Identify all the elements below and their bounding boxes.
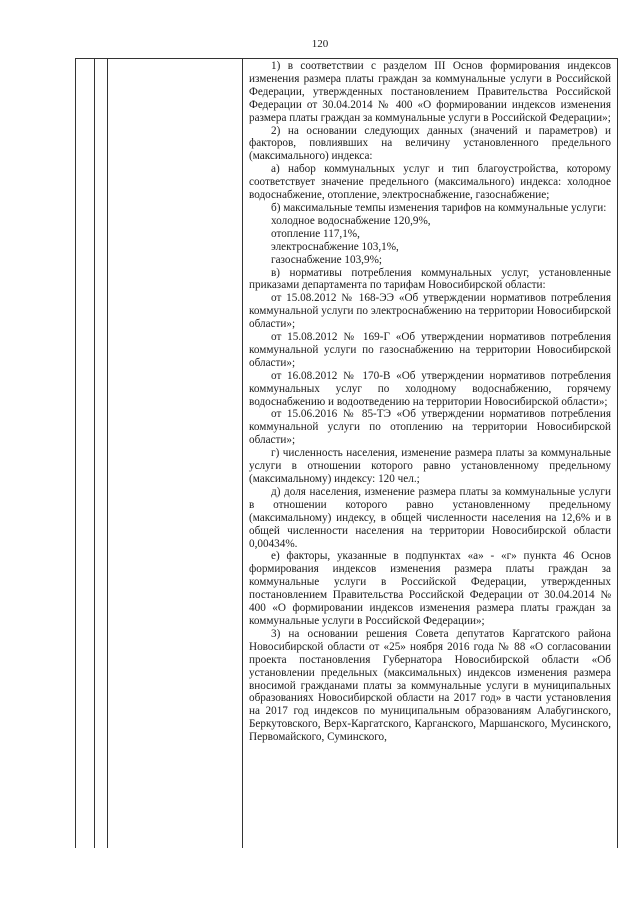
paragraph: а) набор коммунальных услуг и тип благоустройства, которому соответствует значение предельного (максимального) индекса: холодное водоснабжение, отопление, электроснабжение, газоснабжение; — [249, 163, 611, 202]
paragraph: от 16.08.2012 № 170-В «Об утверждении нормативов потребления коммунальных услуг по холодному водоснабжению, горячему водоснабжению и водоотведению на территории Новосибирской области»; — [249, 369, 611, 408]
column-divider — [107, 59, 108, 848]
paragraph: е) факторы, указанные в подпунктах «а» - «г» пункта 46 Основ формирования индексов изменения размера платы граждан за коммунальные услуги в Российской Федерации, утвержденных постановлением Правительства Российской Федерации от 30.04.2014 № 400 «О формировании индексов изменения размера платы граждан за коммунальные услуги в Российской Федерации»; — [249, 550, 611, 627]
paragraph: 3) на основании решения Совета депутатов Каргатского района Новосибирской области от «25» ноября 2016 года № 88 «О согласовании проекта постановления Губернатора Новосибирской области «Об установлении предельных (максимальных) индексов изменения размера вносимой гражданами платы за коммунальные услуги в муниципальных образованиях Новосибирской области на 2017 год» в части установления на 2017 год индексов по муниципальным образованиям Алабугинского, Беркутовского, Верх-Каргатского, Карганского, Маршанского, Мусинского, Первомайского, Суминского, — [249, 627, 611, 744]
document-table — [75, 58, 618, 848]
document-text-cell — [243, 59, 617, 744]
page-number: 120 — [311, 38, 329, 50]
paragraph: г) численность населения, изменение размера платы за коммунальные услуги в отношении которого равно установленному предельному (максимальному) индексу: 120 чел.; — [249, 447, 611, 485]
paragraph: от 15.06.2016 № 85-ТЭ «Об утверждении нормативов потребления коммунальной услуги по отоплению на территории Новосибирской области»; — [249, 408, 611, 447]
paragraph: газоснабжение 103,9%; — [271, 253, 382, 266]
paragraph: отопление 117,1%, — [271, 227, 360, 240]
paragraph: от 15.08.2012 № 169-Г «Об утверждении нормативов потребления коммунальной услуги по газоснабжению на территории Новосибирской области»; — [249, 331, 611, 369]
paragraph: д) доля населения, изменение размера платы за коммунальные услуги в отношении которого равно установленному предельному (максимальному) индексу, в общей численности населения на 12,6% и в общей численности населения на территории Новосибирской области 0,00434%. — [249, 485, 611, 550]
paragraph: холодное водоснабжение 120,9%, — [271, 214, 431, 227]
column-divider — [94, 59, 95, 848]
paragraph: 2) на основании следующих данных (значений и параметров) и факторов, повлиявших на величину установленного предельного (максимального) индекса: — [249, 124, 611, 163]
paragraph: электроснабжение 103,1%, — [271, 240, 399, 253]
paragraph: б) максимальные темпы изменения тарифов на коммунальные услуги: — [271, 201, 607, 214]
paragraph: в) нормативы потребления коммунальных услуг, установленные приказами департамента по тарифам Новосибирской области: — [249, 266, 611, 292]
paragraph: 1) в соответствии с разделом III Основ формирования индексов изменения размера платы граждан за коммунальные услуги в Российской Федерации, утвержденных постановлением Правительства Российской Федерации от 30.04.2014 № 400 «О формировании индексов изменения размера платы граждан за коммунальные услуги в Российской Федерации»; — [249, 60, 611, 124]
paragraph: от 15.08.2012 № 168-ЭЭ «Об утверждении нормативов потребления коммунальной услуги по электроснабжению на территории Новосибирской области»; — [249, 292, 611, 331]
